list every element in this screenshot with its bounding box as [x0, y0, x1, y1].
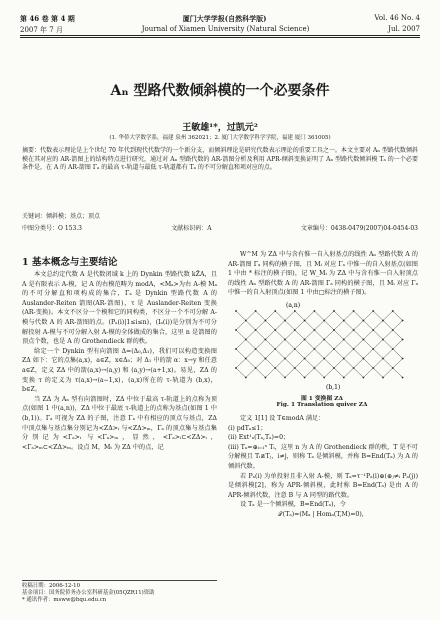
- quiver-arrow: [314, 330, 324, 340]
- quiver-vertex: [402, 339, 404, 341]
- quiver-vertex: [353, 329, 355, 331]
- quiver-arrow: [334, 349, 344, 359]
- quiver-arrow: [324, 368, 334, 378]
- quiver-vertex: [382, 320, 384, 322]
- quiver-arrow: [344, 340, 354, 350]
- header-rule-thin: [20, 37, 420, 38]
- quiver-vertex: [235, 348, 237, 350]
- quiver-vertex: [402, 358, 404, 360]
- quiver-arrow: [334, 359, 344, 369]
- quiver-arrow: [295, 321, 305, 331]
- quiver-arrow: [383, 330, 393, 340]
- quiver-arrow: [265, 368, 275, 378]
- quiver-vertex: [294, 367, 296, 369]
- quiver-vertex: [265, 320, 267, 322]
- quiver-arrow: [314, 340, 324, 350]
- quiver-arrow: [246, 368, 256, 378]
- right-column-bottom: [228, 414, 418, 520]
- quiver-arrow: [295, 349, 305, 359]
- quiver-arrow: [265, 330, 275, 340]
- quiver-arrow: [393, 311, 403, 321]
- quiver-arrow: [314, 321, 324, 331]
- quiver-arrow: [285, 368, 295, 378]
- quiver-arrow: [344, 321, 354, 331]
- quiver-arrow: [236, 368, 246, 378]
- volume-cn: 第 46 卷 第 4 期: [20, 14, 75, 23]
- quiver-arrow: [275, 340, 285, 350]
- paragraph: 设 Tₐ 是一个倾斜模，B=End(Tₐ)，令: [240, 501, 346, 509]
- quiver-arrow: [256, 321, 266, 331]
- quiver-vertex: [392, 329, 394, 331]
- figure-caption-cn: 图 1 变换图 ZΔ: [300, 396, 343, 402]
- quiver-vertex: [343, 320, 345, 322]
- paragraph: W^M 为 ZΔ 中与含有惟一自入射基点的线性 Aₙ 型路代数 A 的 AR-箭图 Γₐ 同构的横子图，且 Mᵢ 对应 Γₐ 中惟一的自入射基点(如图 1 中由 * 标注的横子图)，记 W_Mᵢ 为 ZΔ 中与含有惟一自入射顶点的线性 Aₙ 型路代数 A 的 AR-箭图 Γₐ 同构的横子图，且 Mᵢ 对应 Γₐ 中惟一的自入射顶点(如图 1 中由□标注的横子图)。: [228, 251, 418, 297]
- quiver-arrow: [393, 340, 403, 350]
- quiver-vertex: [372, 348, 374, 350]
- section-heading: 1 基本概念与主要结论: [22, 257, 118, 268]
- quiver-arrow: [373, 368, 383, 378]
- quiver-arrow: [305, 368, 315, 378]
- quiver-arrow: [383, 321, 393, 331]
- quiver-arrow: [363, 321, 373, 331]
- quiver-arrow: [285, 359, 295, 369]
- quiver-arrow: [256, 349, 266, 359]
- quiver-vertex: [372, 310, 374, 312]
- quiver-vertex: [274, 329, 276, 331]
- quiver-arrow: [383, 311, 393, 321]
- quiver-arrow: [246, 349, 256, 359]
- quiver-vertex: [245, 358, 247, 360]
- quiver-arrow: [265, 359, 275, 369]
- quiver-arrow: [275, 330, 285, 340]
- quiver-vertex: [343, 358, 345, 360]
- quiver-arrow: [285, 349, 295, 359]
- quiver-vertex: [372, 329, 374, 331]
- quiver-arrow: [275, 368, 285, 378]
- quiver-arrow: [236, 330, 246, 340]
- quiver-vertex: [314, 367, 316, 369]
- paragraph: 若 Pₐ(i) 为单投射且非入射 A-模，则 Tₐ=τ⁻¹Pₐ(i)⊕(⊕ⱼ≠ᵢ Pₐ(j)) 是倾斜模[2]，称为 APR-倾斜模，此时称 B=End(Tₐ) 是由 A 的 APR-倾斜代数，注意 B 与 A 同型的路代数。: [228, 472, 418, 499]
- quiver-arrow: [363, 359, 373, 369]
- quiver-vertex: [363, 320, 365, 322]
- quiver-arrow: [295, 340, 305, 350]
- quiver-arrow: [334, 330, 344, 340]
- quiver-arrow: [236, 311, 246, 321]
- quiver-arrow: [256, 311, 266, 321]
- translation-quiver-figure: [228, 297, 416, 392]
- quiver-vertex: [353, 367, 355, 369]
- quiver-arrow: [256, 359, 266, 369]
- quiver-vertex: [382, 339, 384, 341]
- definition-heading: 定义 1[1] 设 T∈modA 满足：: [240, 415, 325, 422]
- quiver-vertex: [294, 329, 296, 331]
- paragraph: 本文总约定代数 A 是代数闭域 k 上的 Dynkin 型路代数 kZ̄A，且 A 是有限表示 A-模，记 A 的右模范畴为 modA，<Mₐ>为右 A-模 Mₐ 的不可分解直和项构成的集合，Γₐ 是 Dynkin 型路代数 A 的 Auslander-Reiten 箭图(AR-箭图)，τ 是 Auslander-Reiten 变换(AR-变换)。本文不区分一个模和它的同构类，不区分一个不可分解 A-模与代数 A 的 AR-箭图的点。(Pₐ(i)|1≤i≤n)，(Iₐ(i))是分别为不可分解投射 A-模与不可分解入射 A-模的全体做成的集合，这里 n 是箭图的顶点个数，也是 A 的 Grothendieck 群的秩。: [22, 271, 217, 346]
- quiver-arrow: [236, 349, 246, 359]
- left-column: [22, 270, 217, 452]
- quiver-arrow: [373, 311, 383, 321]
- quiver-arrow: [305, 349, 315, 359]
- abstract: 摘要：代数表示理论是上个世纪 70 年代到现代代数学的一个新分支，而倾斜理论是研究代数表示理论的重要工具之一。本文主要对 Aₙ 型路代数倾斜模在其对应的 AR-箭图上的结构特点进行研究，通过对 Aₙ 型路代数的 AR-箭图分析及利用 APR-倾斜变换证明了 Aₙ 型路代数倾斜模 Tₐ 的一个必要条件是，在 A 的 AR-箭图 Γₐ 的最高 τ-轨道与最低 τ-轨道都有 Tₐ 的不可分解直和项对应的点。: [22, 147, 418, 172]
- quiver-arrow: [334, 340, 344, 350]
- quiver-arrow: [324, 311, 334, 321]
- quiver-vertex: [314, 329, 316, 331]
- quiver-vertex: [323, 320, 325, 322]
- quiver-arrow: [393, 349, 403, 359]
- quiver-arrow: [305, 330, 315, 340]
- quiver-vertex: [363, 339, 365, 341]
- quiver-vertex: [392, 310, 394, 312]
- quiver-arrow: [363, 311, 373, 321]
- quiver-vertex: [284, 377, 286, 379]
- quiver-vertex: [294, 310, 296, 312]
- quiver-arrow: [246, 311, 256, 321]
- running-header-top: [20, 14, 420, 24]
- quiver-arrow: [246, 321, 256, 331]
- quiver-vertex: [274, 310, 276, 312]
- quiver-arrow: [265, 349, 275, 359]
- quiver-vertex: [235, 367, 237, 369]
- quiver-arrow: [393, 330, 403, 340]
- quiver-arrow: [305, 321, 315, 331]
- quiver-arrow: [373, 321, 383, 331]
- quiver-arrow: [305, 340, 315, 350]
- quiver-vertex: [235, 329, 237, 331]
- footnote: [22, 580, 217, 605]
- funding: 基金项目：国务院侨务办公室科研基金(05QZR11)资助: [22, 590, 155, 597]
- quiver-vertex: [392, 367, 394, 369]
- quiver-arrow: [354, 340, 364, 350]
- quiver-arrow: [363, 330, 373, 340]
- quiver-arrow: [334, 368, 344, 378]
- quiver-arrow: [334, 321, 344, 331]
- clc-number: 中图分类号：O 153.3: [22, 225, 83, 232]
- quiver-vertex: [284, 320, 286, 322]
- quiver-vertex: [255, 348, 257, 350]
- quiver-vertex: [323, 339, 325, 341]
- quiver-vertex: [284, 339, 286, 341]
- quiver-vertex: [392, 348, 394, 350]
- figure-caption-en: Fig. 1 Translation quiver ZΔ: [276, 402, 368, 408]
- quiver-arrow: [236, 359, 246, 369]
- quiver-vertex: [284, 358, 286, 360]
- quiver-arrow: [314, 349, 324, 359]
- quiver-arrow: [363, 340, 373, 350]
- quiver-arrow: [236, 340, 246, 350]
- document-code: 文献标识码：A: [171, 225, 212, 232]
- date-en: Jul. 2007: [388, 25, 420, 33]
- quiver-arrow: [324, 330, 334, 340]
- quiver-arrow: [314, 311, 324, 321]
- vertex-label-bottom: (b,1): [326, 384, 341, 391]
- quiver-vertex: [304, 377, 306, 379]
- quiver-vertex: [382, 377, 384, 379]
- quiver-arrow: [324, 359, 334, 369]
- quiver-vertex: [294, 348, 296, 350]
- quiver-vertex: [314, 348, 316, 350]
- quiver-vertex: [333, 367, 335, 369]
- quiver-arrow: [256, 330, 266, 340]
- quiver-arrow: [344, 359, 354, 369]
- quiver-arrow: [314, 359, 324, 369]
- quiver-vertex: [323, 377, 325, 379]
- quiver-vertex: [274, 348, 276, 350]
- quiver-vertex: [372, 367, 374, 369]
- quiver-arrow: [285, 340, 295, 350]
- quiver-arrow: [305, 359, 315, 369]
- quiver-arrow: [236, 321, 246, 331]
- quiver-arrow: [373, 330, 383, 340]
- journal-cn: 厦门大学学报(自然科学版): [182, 14, 267, 23]
- quiver-arrow: [334, 311, 344, 321]
- quiver-arrow: [246, 340, 256, 350]
- quiver-arrow: [383, 340, 393, 350]
- quiver-vertex: [314, 310, 316, 312]
- quiver-vertex: [245, 377, 247, 379]
- quiver-arrow: [265, 311, 275, 321]
- quiver-arrow: [295, 359, 305, 369]
- paragraph: 给定一个 Dynkin 型有向箭图 Δ=(Δ₀,Δ₁)，我们可以构造变换图 ZΔ 如下：它的点集(a,x)，a∈Z，x∈Δ₀；对 Δ₁ 中的箭 α：x→y 和任意 a∈Z，定义 ZΔ 中的箭(a,x)→(a,y) 和 (a,y)→(a+1,x)。易见，ZΔ 的变换 τ 的定义为 τ(a,x)→(a−1,x)，(a,x)所在的 τ-轨道为 (b,x)，b∈Z。: [22, 347, 217, 394]
- condition-i: (i) pdTₐ≤1；: [228, 424, 267, 432]
- paper-title: Aₙ 型路代数倾斜模的一个必要条件: [110, 83, 330, 99]
- quiver-arrow: [344, 311, 354, 321]
- quiver-vertex: [245, 339, 247, 341]
- condition-iii: (iii) Tₐ=⊕ᵢ₌₁ⁿ Tᵢ，这里 n 为 A 的 Grothendieck 群的秩，T 是不可分解模且 Tᵢ≇Tⱼ，i≠j，则称 Tₐ 是倾斜模，并称 B=End(Tₐ) 为 A 的倾斜代数。: [228, 443, 418, 470]
- quiver-vertex: [323, 358, 325, 360]
- quiver-arrow: [393, 321, 403, 331]
- quiver-arrow: [246, 330, 256, 340]
- quiver-arrow: [285, 321, 295, 331]
- corresponding-author: * 通讯作者：msww@hqu.edu.cn: [22, 597, 107, 604]
- quiver-vertex: [363, 377, 365, 379]
- quiver-vertex: [265, 358, 267, 360]
- quiver-vertex: [402, 320, 404, 322]
- quiver-vertex: [353, 348, 355, 350]
- quiver-arrow: [373, 359, 383, 369]
- quiver-arrow: [373, 340, 383, 350]
- quiver-arrow: [265, 321, 275, 331]
- keywords-text: 关键词：倾斜模；基点；顶点: [22, 213, 101, 220]
- quiver-arrow: [295, 311, 305, 321]
- quiver-vertex: [255, 329, 257, 331]
- article-number: 文章编号：0438-0479(2007)04-0454-03: [300, 225, 418, 232]
- quiver-vertex: [245, 320, 247, 322]
- quiver-arrow: [393, 368, 403, 378]
- quiver-arrow: [275, 359, 285, 369]
- quiver-arrow: [265, 340, 275, 350]
- quiver-vertex: [333, 329, 335, 331]
- quiver-vertex: [304, 358, 306, 360]
- quiver-arrow: [354, 368, 364, 378]
- author-affiliation: (1. 华侨大学数学系，福建 泉州 362021；2. 厦门大学数学科学学院，福建 厦门 361005): [109, 135, 331, 141]
- quiver-arrow: [344, 368, 354, 378]
- quiver-vertex: [333, 348, 335, 350]
- quiver-arrow: [314, 368, 324, 378]
- quiver-vertex: [382, 358, 384, 360]
- quiver-vertex: [265, 339, 267, 341]
- received-date: 收稿日期：2006-12-10: [22, 583, 81, 589]
- quiver-arrow: [344, 330, 354, 340]
- quiver-arrow: [324, 321, 334, 331]
- header-rule: [20, 35, 420, 36]
- quiver-arrow: [354, 330, 364, 340]
- quiver-arrow: [324, 349, 334, 359]
- quiver-vertex: [343, 339, 345, 341]
- quiver-arrow: [363, 349, 373, 359]
- quiver-arrow: [256, 340, 266, 350]
- running-header-bottom: [20, 25, 420, 35]
- quiver-arrow: [295, 330, 305, 340]
- quiver-arrow: [275, 321, 285, 331]
- volume-en: Vol. 46 No. 4: [374, 14, 420, 22]
- quiver-vertex: [255, 310, 257, 312]
- quiver-arrow: [354, 349, 364, 359]
- quiver-vertex: [265, 377, 267, 379]
- quiver-arrow: [344, 349, 354, 359]
- quiver-arrow: [354, 321, 364, 331]
- date-cn: 2007 年 7 月: [20, 26, 63, 34]
- paragraph: 当 ZΔ 为 Aₙ 型有向箭图时，ZΔ 中位于最高 τ-轨道上的点称为顶点(如图 1 中(a,n))，ZΔ 中位于最底 τ-轨道上的点称为基点(如图 1 中(b,1))。Γₐ 可视为 ZΔ 的子图，注意 Γₐ 中有相应的顶点与基点，ZΔ 中顶点集与基点集分别记为<ZΔ>ᵢ 与<ZΔ>ₘ，Γₐ 的顶点集与基点集分别记为<Γₐ>ᵢ 与<Γₐ>ₘ，显然，<Γₐ>ᵢ⊂<ZΔ>ᵢ，<Γₐ>ₘ⊂<ZΔ>ₘ。设点 M，Mₜ 为 ZΔ 中的点，记: [22, 395, 217, 451]
- quiver-arrow: [363, 368, 373, 378]
- quiver-arrow: [295, 368, 305, 378]
- quiver-vertex: [235, 310, 237, 312]
- quiver-vertex: [304, 339, 306, 341]
- quiver-arrow: [305, 311, 315, 321]
- quiver-vertex: [333, 310, 335, 312]
- quiver-vertex: [255, 367, 257, 369]
- paper-authors: 王敏雄¹*，过凯元²: [182, 123, 258, 133]
- quiver-vertex: [274, 367, 276, 369]
- quiver-arrow: [275, 349, 285, 359]
- quiver-arrow: [383, 368, 393, 378]
- quiver-arrow: [373, 349, 383, 359]
- quiver-arrow: [354, 311, 364, 321]
- quiver-arrows: [236, 311, 403, 378]
- quiver-arrow: [393, 359, 403, 369]
- right-column-top: [228, 250, 418, 298]
- quiver-arrow: [383, 359, 393, 369]
- quiver-arrow: [256, 368, 266, 378]
- quiver-arrow: [246, 359, 256, 369]
- quiver-vertex: [304, 320, 306, 322]
- quiver-arrow: [354, 359, 364, 369]
- quiver-vertex: [363, 358, 365, 360]
- classification-row: [22, 223, 418, 232]
- quiver-arrow: [275, 311, 285, 321]
- quiver-arrow: [383, 349, 393, 359]
- quiver-arrow: [285, 311, 295, 321]
- quiver-arrow: [285, 330, 295, 340]
- quiver-arrow: [324, 340, 334, 350]
- quiver-vertex: [402, 377, 404, 379]
- quiver-vertex: [353, 310, 355, 312]
- journal-en: Journal of Xiamen University (Natural Science): [141, 25, 310, 33]
- keywords: [22, 211, 418, 220]
- vertex-label-top: (a,n): [286, 302, 301, 309]
- quiver-vertex: [343, 377, 345, 379]
- condition-ii: (ii) Ext¹ₐ(Tₐ,Tₐ)=0；: [228, 434, 290, 442]
- formula: 𝒯(Tₐ)=(Mₐ | Homₐ(T,M)=0)，: [278, 510, 368, 518]
